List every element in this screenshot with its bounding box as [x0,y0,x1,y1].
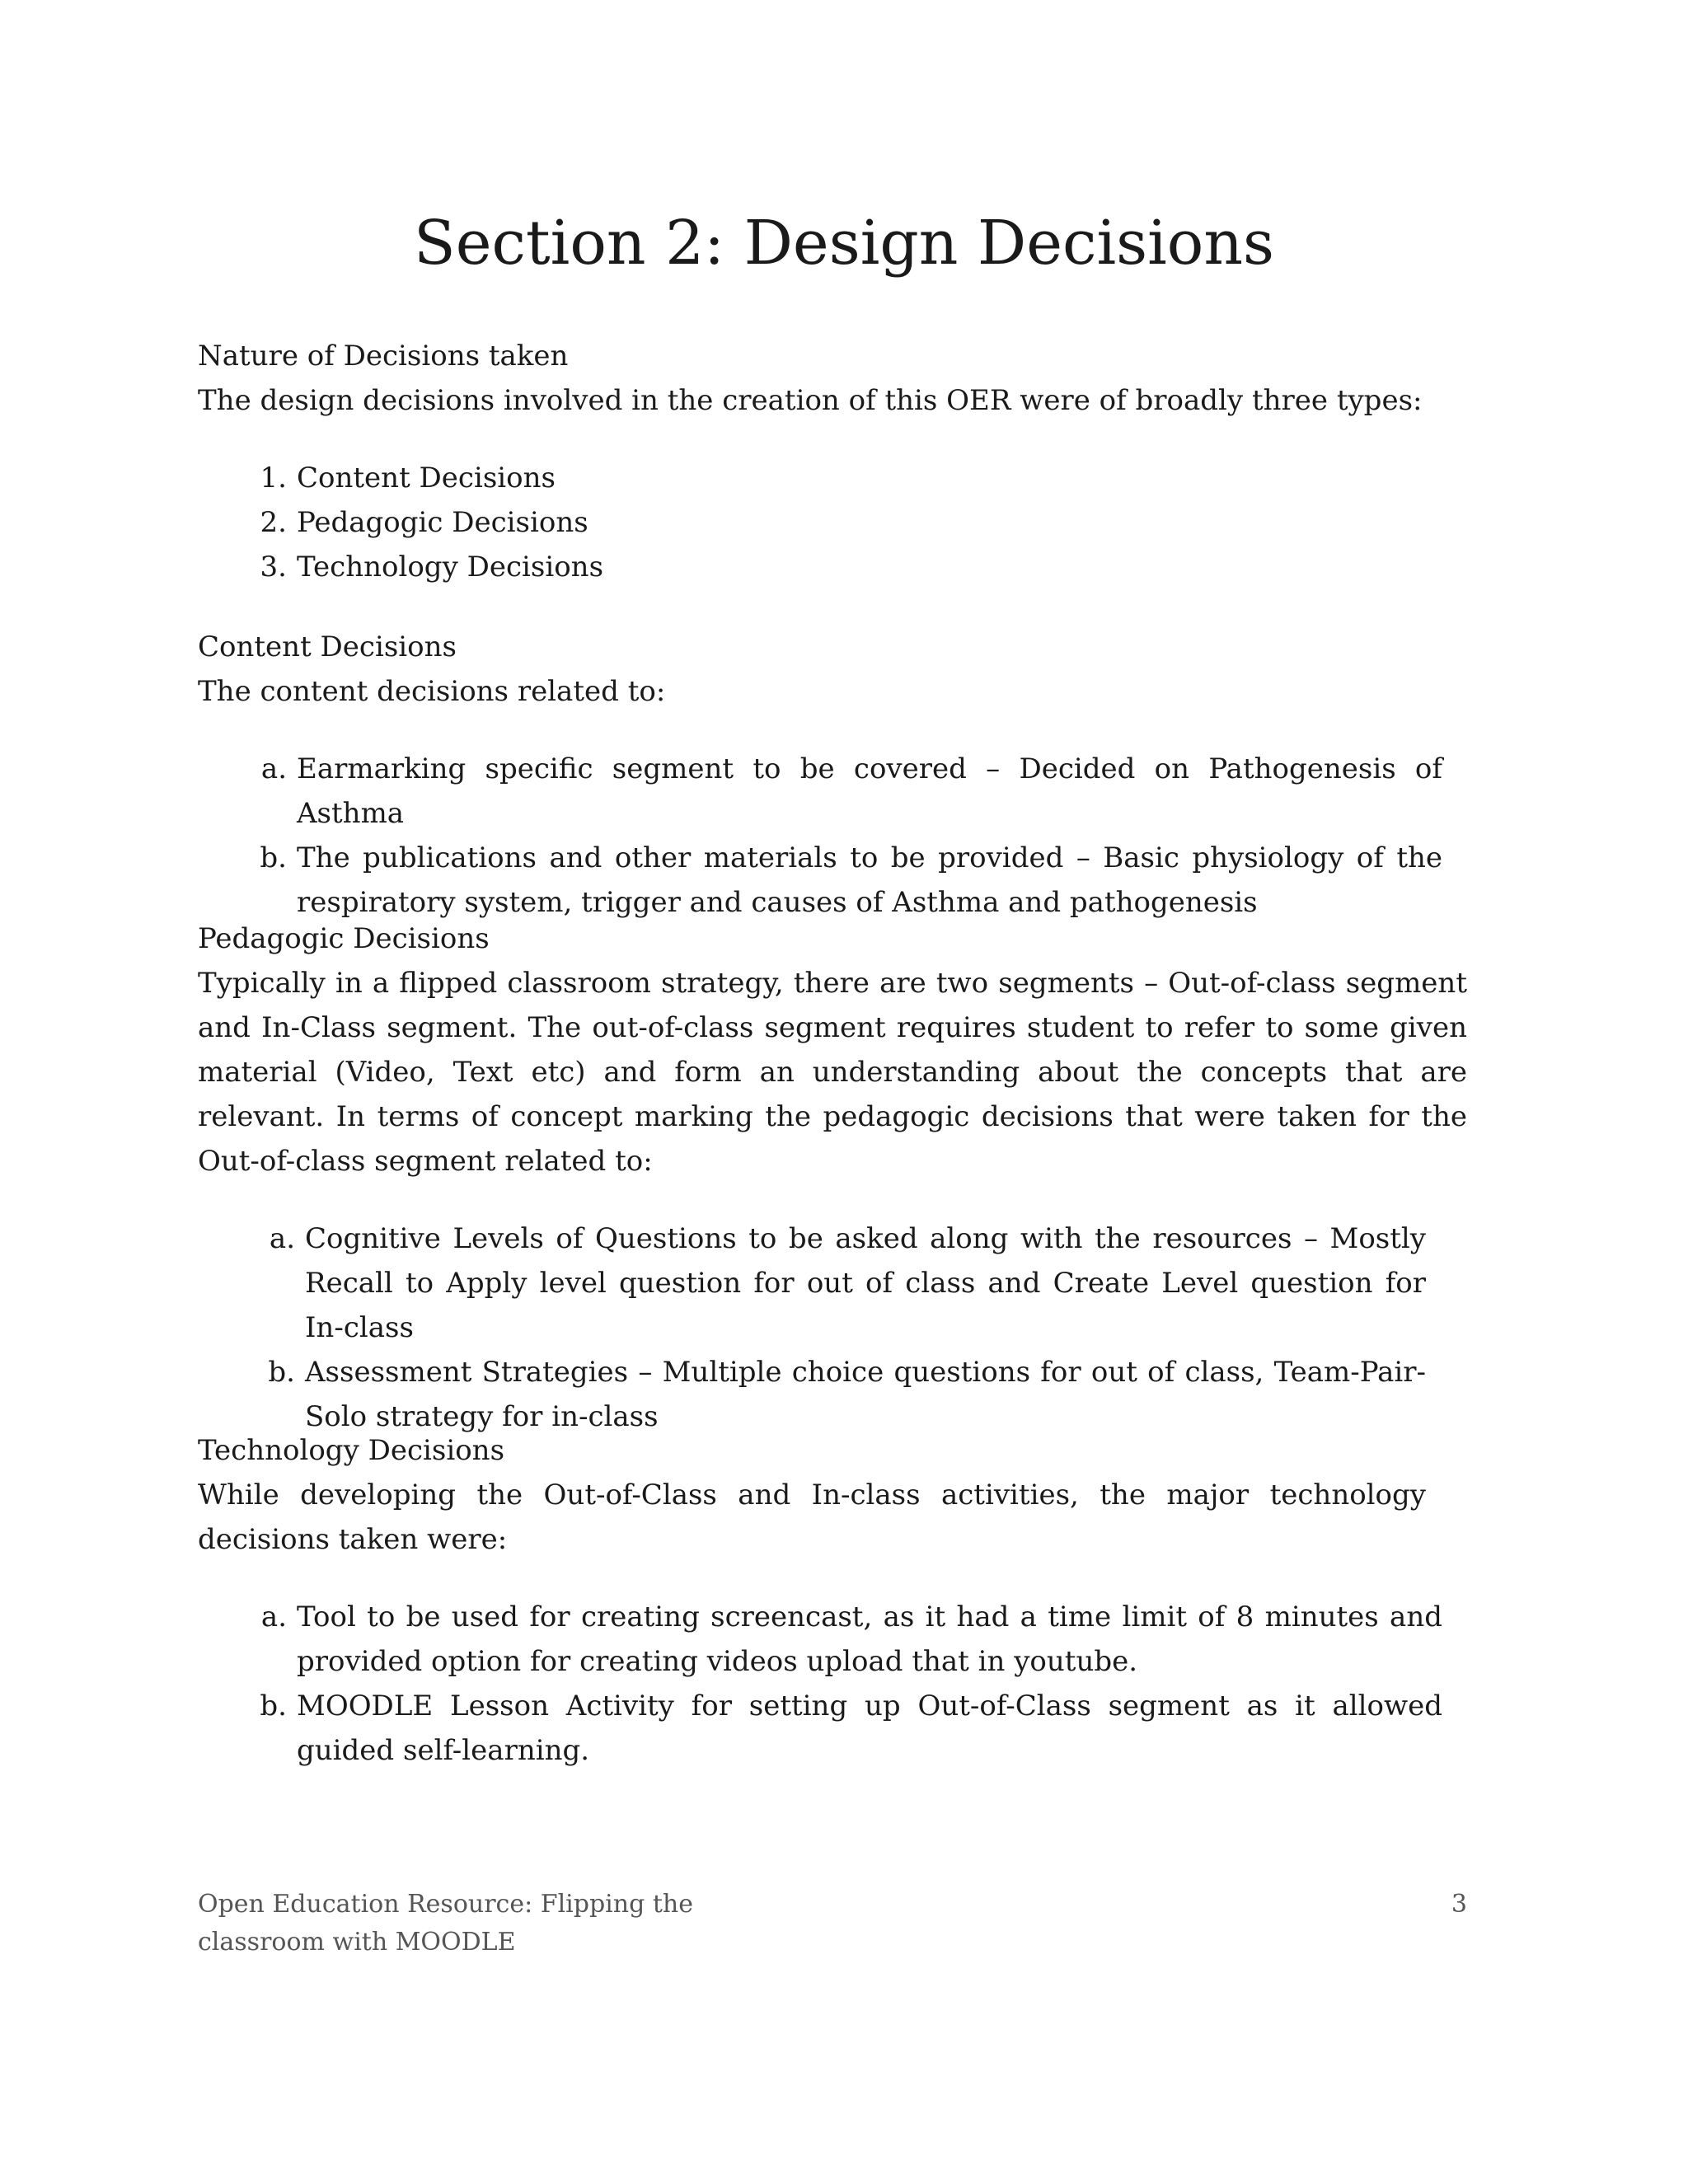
nature-section [198,334,1467,589]
list-item-text: Pedagogic Decisions [297,506,588,539]
list-item-text: MOODLE Lesson Activity for setting up Out-of-Class segment as it allowed guided self-learning. [297,1690,1442,1767]
pedagogic-list [198,1216,1467,1439]
page-title: Section 2: Design Decisions [414,208,1274,279]
content-heading: Content Decisions [198,630,457,663]
list-item [198,1216,1426,1350]
list-marker: 2. [260,506,287,539]
list-marker: 3. [260,551,287,583]
content-section [198,625,1467,925]
list-item [198,1684,1442,1773]
list-item-text: Assessment Strategies – Multiple choice questions for out of class, Team-Pair-Solo strategy for in-class [305,1356,1426,1433]
list-item-text: Tool to be used for creating screencast, as it had a time limit of 8 minutes and provided option for creating videos upload that in youtube. [297,1601,1442,1678]
list-marker: a. [260,752,287,785]
list-item-text: Cognitive Levels of Questions to be asked along with the resources – Mostly Recall to Apply level question for out of class and Create Level question for In-class [305,1222,1426,1344]
technology-list [198,1595,1467,1773]
nature-list [198,456,1467,589]
content-intro: The content decisions related to: [198,675,666,708]
content-list [198,747,1467,925]
nature-heading: Nature of Decisions taken [198,340,569,373]
nature-intro: The design decisions involved in the creation of this OER were of broadly three types: [198,384,1423,417]
list-item-text: The publications and other materials to be provided – Basic physiology of the respiratory system, trigger and causes of Asthma and pathogenesis [297,841,1442,919]
list-item [198,836,1442,925]
list-item [198,747,1442,836]
list-marker: b. [260,841,287,874]
list-marker: a. [269,1222,295,1255]
list-item [198,545,1467,589]
list-item-text: Earmarking specific segment to be covered – Decided on Pathogenesis of Asthma [297,752,1442,830]
list-marker: 1. [260,462,287,494]
technology-section [198,1428,1467,1773]
page-footer [198,1886,1467,1961]
list-item-text: Content Decisions [297,462,556,494]
page-number: 3 [1451,1890,1467,1919]
footer-text: Open Education Resource: Flipping the classroom with MOODLE [198,1890,693,1957]
technology-heading: Technology Decisions [198,1434,505,1467]
technology-intro: While developing the Out-of-Class and In-class activities, the major technology decisions taken were: [198,1479,1426,1556]
list-item-text: Technology Decisions [297,551,604,583]
pedagogic-intro: Typically in a flipped classroom strategy, there are two segments – Out-of-class segment and In-Class segment. The out-of-class segment requires student to refer to some given material (Video, Text etc) and form an understanding about the concepts that are relevant. In terms of concept marking the pedagogic decisions that were taken for the Out-of-class segment related to: [198,967,1467,1178]
list-marker: b. [260,1690,287,1722]
list-item [198,500,1467,545]
list-marker: a. [260,1601,287,1633]
list-marker: b. [268,1356,295,1389]
list-item [198,456,1467,500]
list-item [198,1350,1426,1439]
pedagogic-heading: Pedagogic Decisions [198,922,490,955]
pedagogic-section [198,916,1467,1439]
list-item [198,1595,1442,1684]
